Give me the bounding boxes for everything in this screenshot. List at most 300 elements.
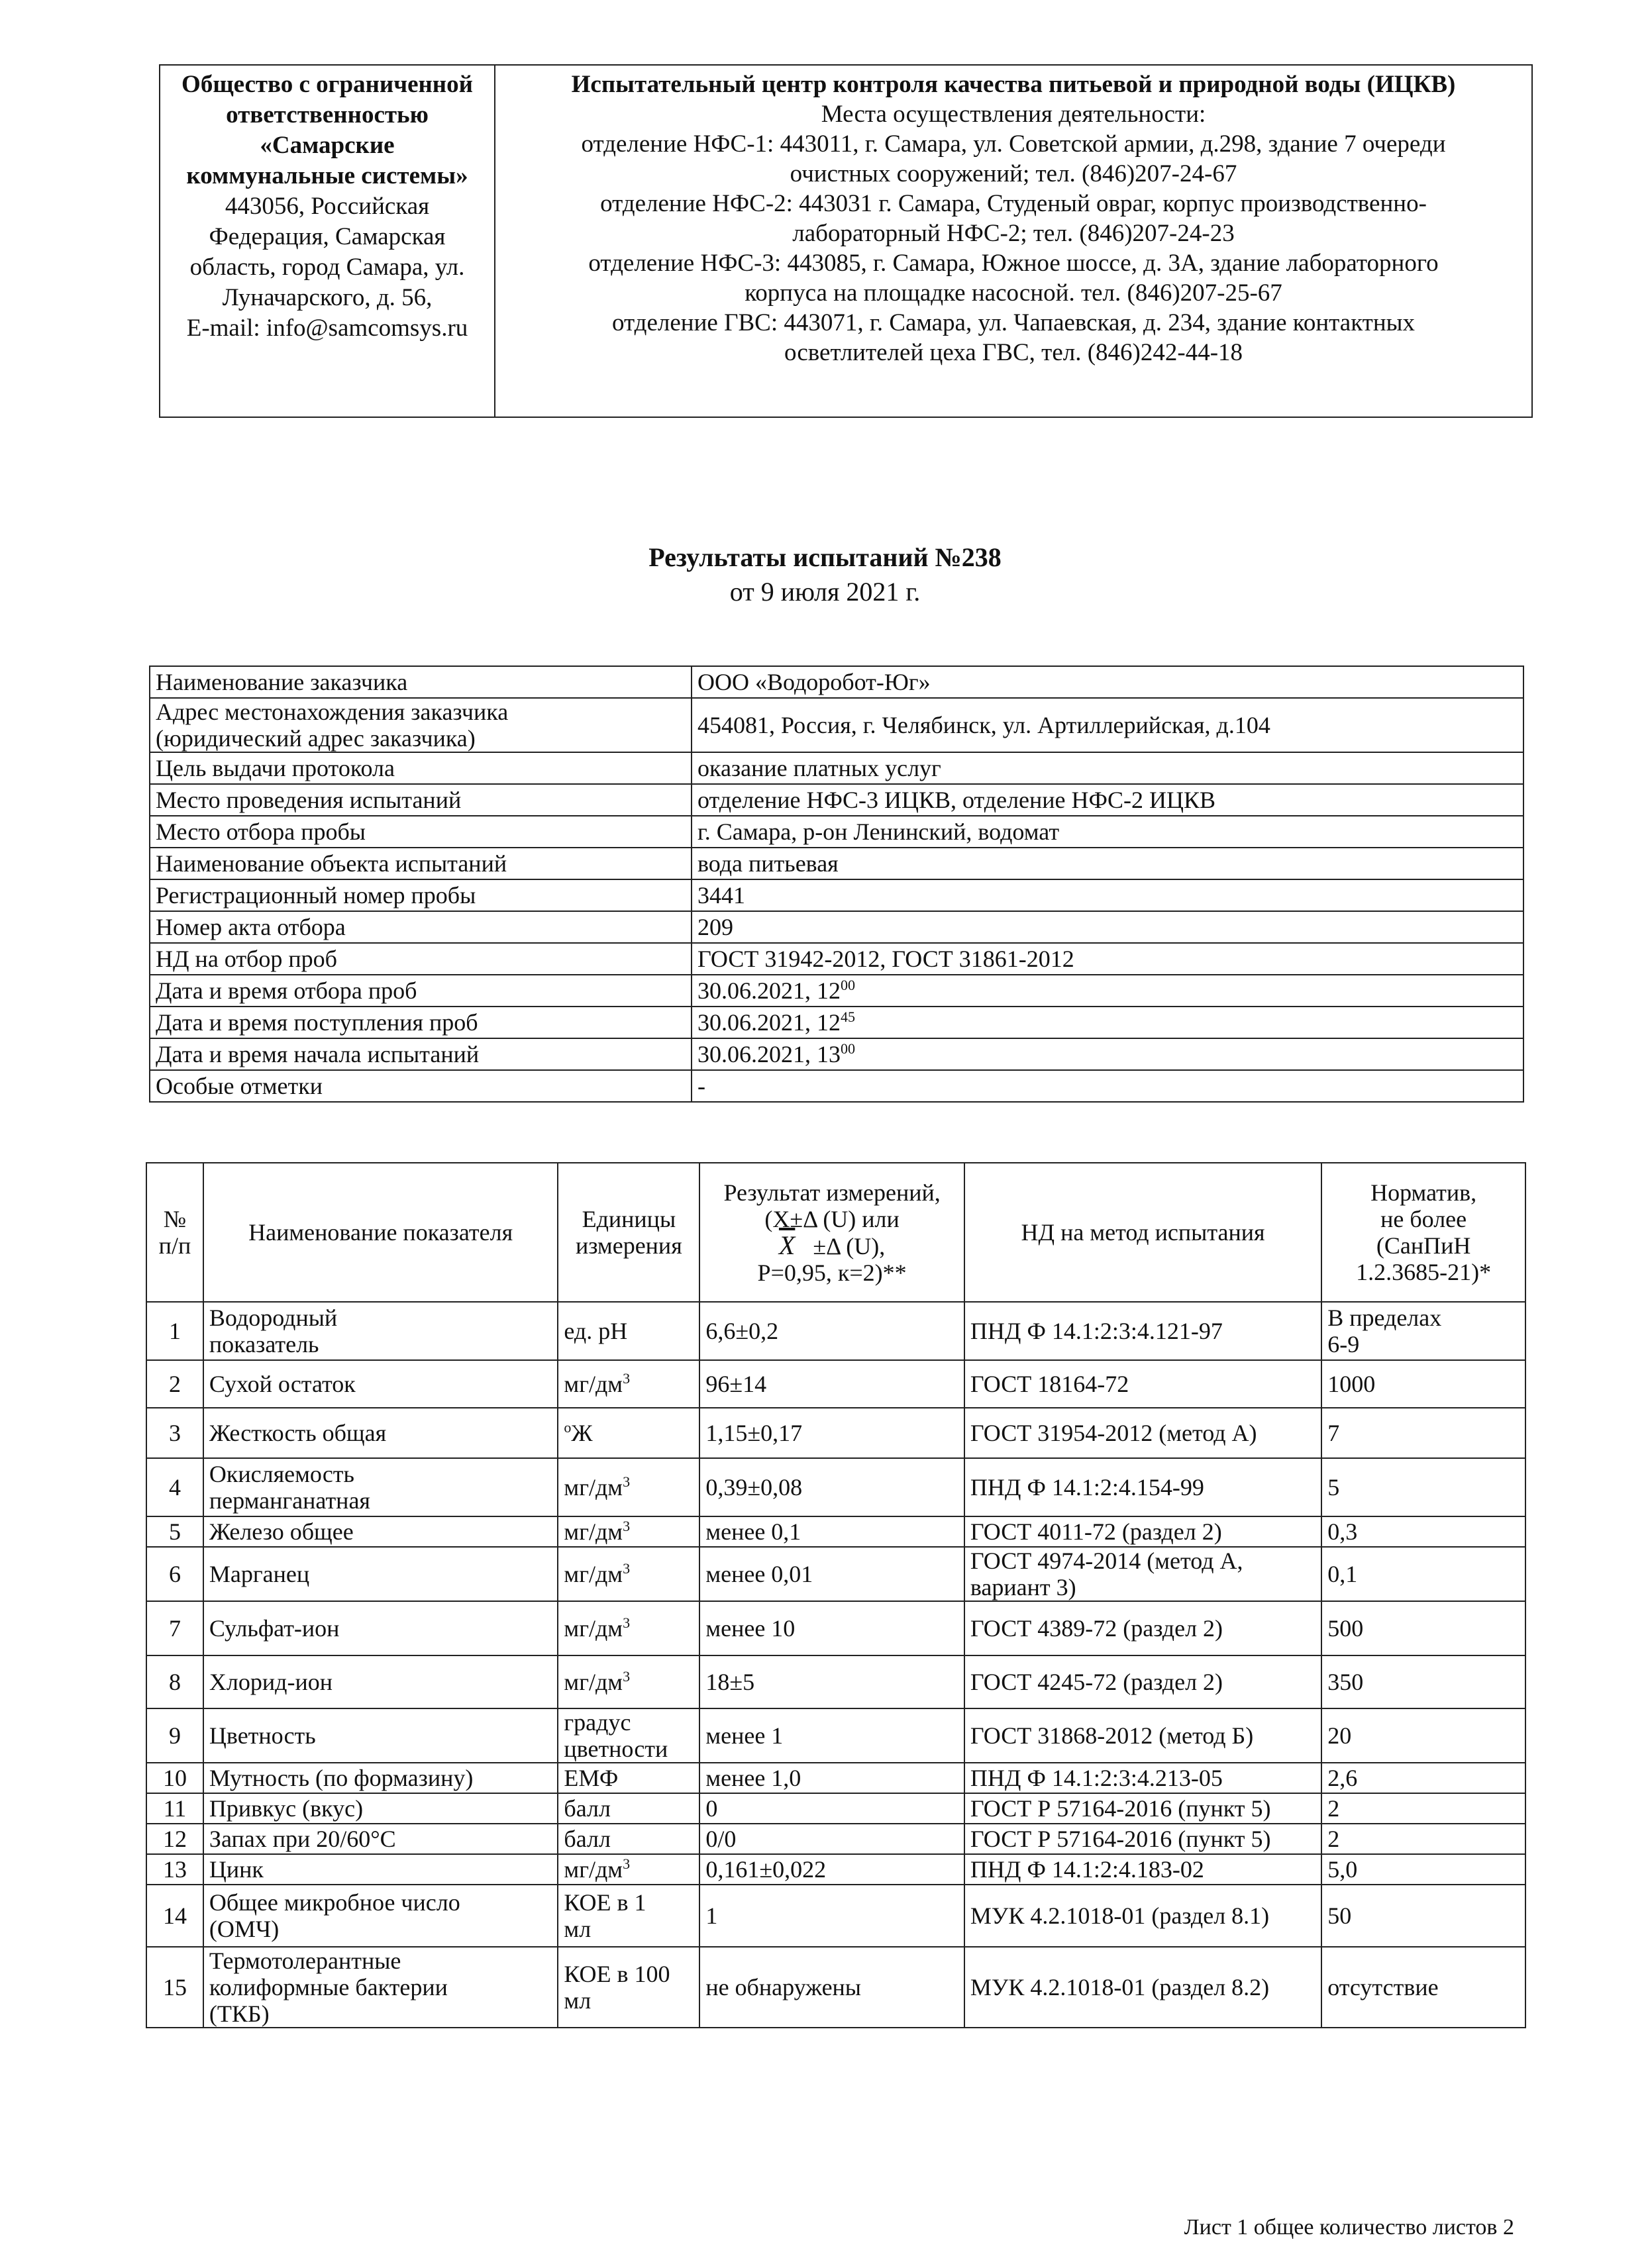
header-units-line2: измерения [575,1232,682,1259]
unit-text: мг/дм [564,1615,623,1642]
indicator-name-line: Хлорид-ион [209,1669,333,1695]
measurement-result: 1,15±0,17 [699,1408,964,1458]
row-number: 10 [146,1763,203,1793]
indicator-name [203,1824,558,1854]
info-value [692,666,1523,698]
center-line: отделение НФС-2: 443031 г. Самара, Студеный овраг, корпус производственно- [600,190,1427,217]
info-label-text: (юридический адрес заказчика) [156,725,476,752]
result-row [146,1547,1525,1601]
unit-line [564,1420,694,1446]
measurement-result: менее 10 [699,1601,964,1655]
info-label-text: Наименование объекта испытаний [156,850,507,877]
col-header-method: НД на метод испытания [964,1163,1321,1302]
unit-line [564,1826,694,1852]
test-method-line: ПНД Ф 14.1:2:4.183-02 [970,1856,1204,1883]
info-row [150,816,1523,848]
unit-line [564,1916,694,1942]
info-row [150,879,1523,911]
unit-line [564,1371,694,1397]
norm-value-line: 0,1 [1327,1561,1358,1587]
norm-value-line: 2,6 [1327,1765,1358,1791]
result-row [146,1885,1525,1947]
norm-value [1321,1408,1525,1458]
test-method-line: ПНД Ф 14.1:2:3:4.213-05 [970,1765,1223,1791]
indicator-name-line: Марганец [209,1561,310,1587]
unit-text: мг/дм [564,1856,623,1883]
sample-info-table [149,666,1524,1103]
info-row [150,1007,1523,1038]
row-number: 7 [146,1601,203,1655]
info-value-text: 30.06.2021, 13 [697,1041,841,1067]
info-label-text: Место проведения испытаний [156,787,462,813]
result-row [146,1854,1525,1885]
measurement-result: 0/0 [699,1824,964,1854]
row-number: 15 [146,1947,203,2028]
center-line: корпуса на площадке насосной. тел. (846)207-25-67 [745,279,1282,307]
info-value-text: 454081, Россия, г. Челябинск, ул. Артиллерийская, д.104 [697,712,1270,738]
testing-center-title: Испытательный центр контроля качества питьевой и природной воды (ИЦКВ) [571,71,1456,98]
test-method-line: ГОСТ 4011-72 (раздел 2) [970,1518,1222,1545]
measurement-result: 0 [699,1793,964,1824]
info-value-text: 30.06.2021, 12 [697,977,841,1004]
page-footer: Лист 1 общее количество листов 2 [1184,2215,1514,2240]
info-row [150,752,1523,784]
unit [558,1408,699,1458]
org-line: коммунальные системы» [186,162,468,189]
info-label [150,943,692,975]
test-method-line: ГОСТ Р 57164-2016 (пункт 5) [970,1826,1271,1852]
unit-text: мл [564,1916,592,1942]
unit-power: 3 [623,1614,631,1631]
test-method [964,1547,1321,1601]
col-header-units [558,1163,699,1302]
unit-text: мг/дм [564,1474,623,1501]
info-label [150,784,692,816]
norm-value-line: 5,0 [1327,1856,1358,1883]
org-line: Общество с ограниченной [181,71,473,98]
header-result-line4: P=0,95, к=2)** [757,1259,907,1286]
norm-value [1321,1302,1525,1360]
unit [558,1458,699,1516]
result-row [146,1947,1525,2028]
test-method [964,1793,1321,1824]
unit-line [564,1709,694,1736]
header-norm-line2: не более [1380,1206,1467,1232]
unit-power: 3 [623,1855,631,1872]
unit-text: КОЕ в 100 [564,1961,670,1987]
norm-value [1321,1885,1525,1947]
row-number: 9 [146,1708,203,1763]
info-label-text: Адрес местонахождения заказчика [156,699,509,725]
unit [558,1360,699,1408]
norm-value-line: отсутствие [1327,1974,1439,2000]
header-result-line3-text: ±Δ (U), [813,1232,886,1259]
unit-line [564,1961,694,1987]
test-method-line: ГОСТ 31954-2012 (метод А) [970,1420,1257,1446]
measurement-result: 0,39±0,08 [699,1458,964,1516]
test-method [964,1947,1321,2028]
header-units-line1: Единицы [582,1206,676,1232]
indicator-name [203,1302,558,1360]
indicator-name-line: Водородный [209,1305,338,1331]
info-label-text: Особые отметки [156,1073,323,1099]
info-value-text: оказание платных услуг [697,755,941,781]
info-value [692,1007,1523,1038]
info-row [150,698,1523,752]
measurement-result: менее 1 [699,1708,964,1763]
x-bar-symbol: $\overline{X}$ [778,1230,796,1260]
info-row [150,784,1523,816]
indicator-name-line: Запах при 20/60°С [209,1826,396,1852]
test-method [964,1408,1321,1458]
test-method-line: МУК 4.2.1018-01 (раздел 8.2) [970,1974,1270,2000]
norm-value [1321,1601,1525,1655]
unit [558,1547,699,1601]
info-value-text: ООО «Водоробот-Юг» [697,669,931,695]
measurement-result: менее 0,01 [699,1547,964,1601]
norm-value-line: 2 [1327,1826,1340,1852]
norm-value-line: 350 [1327,1669,1364,1695]
info-label-text: НД на отбор проб [156,946,337,972]
norm-value-line: 2 [1327,1795,1340,1822]
measurement-result: менее 1,0 [699,1763,964,1793]
unit [558,1793,699,1824]
indicator-name-line: Общее микробное число [209,1889,460,1916]
test-method-line: ГОСТ 31868-2012 (метод Б) [970,1722,1254,1749]
info-value [692,1070,1523,1102]
info-label [150,911,692,943]
unit-text: ЕМФ [564,1765,619,1791]
info-value-text: вода питьевая [697,850,839,877]
row-number: 11 [146,1793,203,1824]
test-method [964,1885,1321,1947]
result-row [146,1708,1525,1763]
result-row [146,1302,1525,1360]
norm-value-line: 6-9 [1327,1331,1360,1357]
unit-degree: о [564,1419,572,1436]
unit-line [564,1889,694,1916]
info-label-text: Регистрационный номер пробы [156,882,476,909]
info-value-text: 209 [697,914,733,940]
unit-line [564,1518,694,1545]
indicator-name [203,1408,558,1458]
test-method-line: ГОСТ 4245-72 (раздел 2) [970,1669,1223,1695]
indicator-name-line: колиформные бактерии [209,1974,448,2000]
header-norm-line1: Норматив, [1370,1179,1477,1206]
info-value [692,784,1523,816]
row-number: 6 [146,1547,203,1601]
unit-text: градус [564,1709,631,1736]
info-label [150,752,692,784]
norm-value-line: 20 [1327,1722,1352,1749]
header-result-line2: (X±Δ (U) или [764,1205,900,1232]
indicator-name-line: Привкус (вкус) [209,1795,364,1822]
row-number: 3 [146,1408,203,1458]
indicator-name [203,1793,558,1824]
center-line: отделение НФС-3: 443085, г. Самара, Южное шоссе, д. 3А, здание лабораторного [588,250,1439,277]
col-header-name: Наименование показателя [203,1163,558,1302]
center-line: отделение ГВС: 443071, г. Самара, ул. Чапаевская, д. 234, здание контактных [611,309,1416,336]
indicator-name-line: Термотолерантные [209,1948,401,1974]
header-norm-line4: 1.2.3685-21)* [1356,1259,1492,1285]
result-row [146,1360,1525,1408]
test-method [964,1458,1321,1516]
info-value [692,911,1523,943]
info-value-text: 3441 [697,882,745,909]
unit-line [564,1318,694,1344]
unit-text: мг/дм [564,1518,623,1545]
header-num-line1: № [163,1206,187,1232]
norm-value-line: В пределах [1327,1305,1442,1331]
unit-text: цветности [564,1736,668,1762]
org-line: E-mail: info@samcomsys.ru [186,315,468,342]
row-number: 8 [146,1655,203,1708]
info-label [150,1070,692,1102]
unit-line [564,1669,694,1695]
unit [558,1601,699,1655]
row-number: 12 [146,1824,203,1854]
test-method [964,1708,1321,1763]
indicator-name [203,1708,558,1763]
col-header-number [146,1163,203,1302]
unit-text: Ж [571,1420,593,1446]
info-row [150,975,1523,1007]
row-number: 5 [146,1516,203,1547]
test-method [964,1824,1321,1854]
test-method [964,1655,1321,1708]
unit-power: 3 [623,1518,631,1534]
unit-line [564,1736,694,1762]
indicator-name [203,1885,558,1947]
unit-text: балл [564,1826,611,1852]
indicator-name [203,1458,558,1516]
test-method-line: ГОСТ 4974-2014 (метод А, [970,1548,1243,1574]
info-label [150,848,692,879]
row-number: 2 [146,1360,203,1408]
indicator-name-line: (ОМЧ) [209,1916,280,1942]
unit-power: 3 [623,1560,631,1577]
unit [558,1763,699,1793]
center-line: очистных сооружений; тел. (846)207-24-67 [790,160,1237,187]
unit-text: мг/дм [564,1669,623,1695]
info-row [150,943,1523,975]
norm-value [1321,1655,1525,1708]
unit-power: 3 [623,1370,631,1387]
indicator-name-line: Мутность (по формазину) [209,1765,474,1791]
norm-value [1321,1458,1525,1516]
org-line: Луначарского, д. 56, [222,284,433,311]
test-method-line: ГОСТ Р 57164-2016 (пункт 5) [970,1795,1271,1822]
info-label-text: Цель выдачи протокола [156,755,395,781]
result-row [146,1824,1525,1854]
norm-value-line: 7 [1327,1420,1340,1446]
info-label-text: Дата и время поступления проб [156,1009,478,1036]
norm-value [1321,1516,1525,1547]
unit-text: КОЕ в 1 [564,1889,646,1916]
indicator-name-line: Жесткость общая [209,1420,387,1446]
info-label [150,1007,692,1038]
header-result-line3 [703,1232,961,1259]
row-number: 4 [146,1458,203,1516]
result-row [146,1458,1525,1516]
header-num-line2: п/п [158,1232,191,1259]
result-row [146,1655,1525,1708]
test-method [964,1763,1321,1793]
norm-value [1321,1360,1525,1408]
testing-center-block [495,65,1532,417]
test-method-line: ПНД Ф 14.1:2:3:4.121-97 [970,1318,1223,1344]
info-value-text: отделение НФС-3 ИЦКВ, отделение НФС-2 ИЦКВ [697,787,1215,813]
indicator-name [203,1655,558,1708]
unit [558,1302,699,1360]
test-method-line: ГОСТ 18164-72 [970,1371,1129,1397]
info-label [150,816,692,848]
norm-value [1321,1547,1525,1601]
result-row [146,1601,1525,1655]
row-number: 13 [146,1854,203,1885]
unit-power: 3 [623,1473,631,1490]
unit-line [564,1987,694,2014]
measurement-result: 6,6±0,2 [699,1302,964,1360]
test-method [964,1516,1321,1547]
header-result-line1: Результат измерений, [723,1179,941,1206]
header-box [159,64,1533,418]
indicator-name-line: Железо общее [209,1518,354,1545]
unit-text: мг/дм [564,1561,623,1587]
measurement-result: 96±14 [699,1360,964,1408]
col-header-norm [1321,1163,1525,1302]
indicator-name-line: Цветность [209,1722,316,1749]
info-row [150,1038,1523,1070]
result-row [146,1408,1525,1458]
row-number: 1 [146,1302,203,1360]
org-line: Федерация, Самарская [209,223,446,250]
center-line: отделение НФС-1: 443011, г. Самара, ул. Советской армии, д.298, здание 7 очереди [581,130,1446,158]
unit-line [564,1561,694,1587]
norm-value [1321,1763,1525,1793]
info-value [692,943,1523,975]
info-value-text: 30.06.2021, 12 [697,1009,841,1036]
center-line: лабораторный НФС-2; тел. (846)207-24-23 [792,220,1235,247]
norm-value-line: 1000 [1327,1371,1376,1397]
test-method-line: ГОСТ 4389-72 (раздел 2) [970,1615,1223,1642]
time-minutes: 00 [841,977,855,993]
indicator-name [203,1547,558,1601]
info-label-text: Номер акта отбора [156,914,346,940]
org-line: область, город Самара, ул. [189,254,465,281]
info-value [692,698,1523,752]
test-method [964,1601,1321,1655]
info-value [692,1038,1523,1070]
measurement-result: менее 0,1 [699,1516,964,1547]
indicator-name-line: показатель [209,1331,319,1357]
measurement-result: 18±5 [699,1655,964,1708]
norm-value-line: 0,3 [1327,1518,1358,1545]
header-norm-line3: (СанПиН [1376,1232,1471,1259]
unit [558,1708,699,1763]
indicator-name-line: (ТКБ) [209,2000,270,2027]
norm-value [1321,1947,1525,2028]
test-method [964,1854,1321,1885]
indicator-name-line: перманганатная [209,1487,370,1514]
indicator-name [203,1854,558,1885]
norm-value-line: 50 [1327,1902,1352,1929]
unit-line [564,1856,694,1883]
info-label-text: Дата и время начала испытаний [156,1041,480,1067]
info-value [692,879,1523,911]
info-row [150,1070,1523,1102]
info-row [150,911,1523,943]
unit-text: балл [564,1795,611,1822]
unit [558,1947,699,2028]
indicator-name [203,1360,558,1408]
indicator-name [203,1763,558,1793]
info-label-text: Дата и время отбора проб [156,977,417,1004]
page-title: Результаты испытаний №238 [648,542,1002,572]
norm-value [1321,1793,1525,1824]
result-row [146,1516,1525,1547]
col-header-result [699,1163,964,1302]
center-line: Места осуществления деятельности: [821,101,1206,128]
unit-line [564,1765,694,1791]
info-value [692,752,1523,784]
info-label [150,975,692,1007]
info-label [150,666,692,698]
info-value [692,816,1523,848]
info-row [150,848,1523,879]
norm-value [1321,1708,1525,1763]
info-value [692,848,1523,879]
indicator-name-line: Цинк [209,1856,264,1883]
measurement-result: 1 [699,1885,964,1947]
indicator-name-line: Сухой остаток [209,1371,356,1397]
org-line: 443056, Российская [225,193,430,220]
unit-line [564,1474,694,1501]
time-minutes: 00 [841,1040,855,1057]
unit-text: мг/дм [564,1371,623,1397]
unit-line [564,1795,694,1822]
info-label-text: Место отбора пробы [156,818,366,845]
info-label [150,698,692,752]
unit-text: мл [564,1987,592,2014]
info-label-text: Наименование заказчика [156,669,408,695]
indicator-name [203,1601,558,1655]
unit [558,1655,699,1708]
indicator-name-line: Сульфат-ион [209,1615,340,1642]
organization-block [160,65,495,417]
document-date: от 9 июля 2021 г. [729,577,921,607]
norm-value [1321,1824,1525,1854]
info-label [150,879,692,911]
unit [558,1885,699,1947]
test-method [964,1360,1321,1408]
unit-power: 3 [623,1668,631,1685]
org-line: «Самарские [260,132,395,159]
norm-value-line: 5 [1327,1474,1340,1501]
unit [558,1854,699,1885]
test-method [964,1302,1321,1360]
test-method-line: МУК 4.2.1018-01 (раздел 8.1) [970,1902,1270,1929]
results-table [146,1162,1526,2028]
measurement-result: не обнаружены [699,1947,964,2028]
norm-value [1321,1854,1525,1885]
norm-value-line: 500 [1327,1615,1364,1642]
info-value-text: г. Самара, р-он Ленинский, водомат [697,818,1060,845]
info-value [692,975,1523,1007]
info-value-text: ГОСТ 31942-2012, ГОСТ 31861-2012 [697,946,1074,972]
measurement-result: 0,161±0,022 [699,1854,964,1885]
results-header-row [146,1163,1525,1302]
